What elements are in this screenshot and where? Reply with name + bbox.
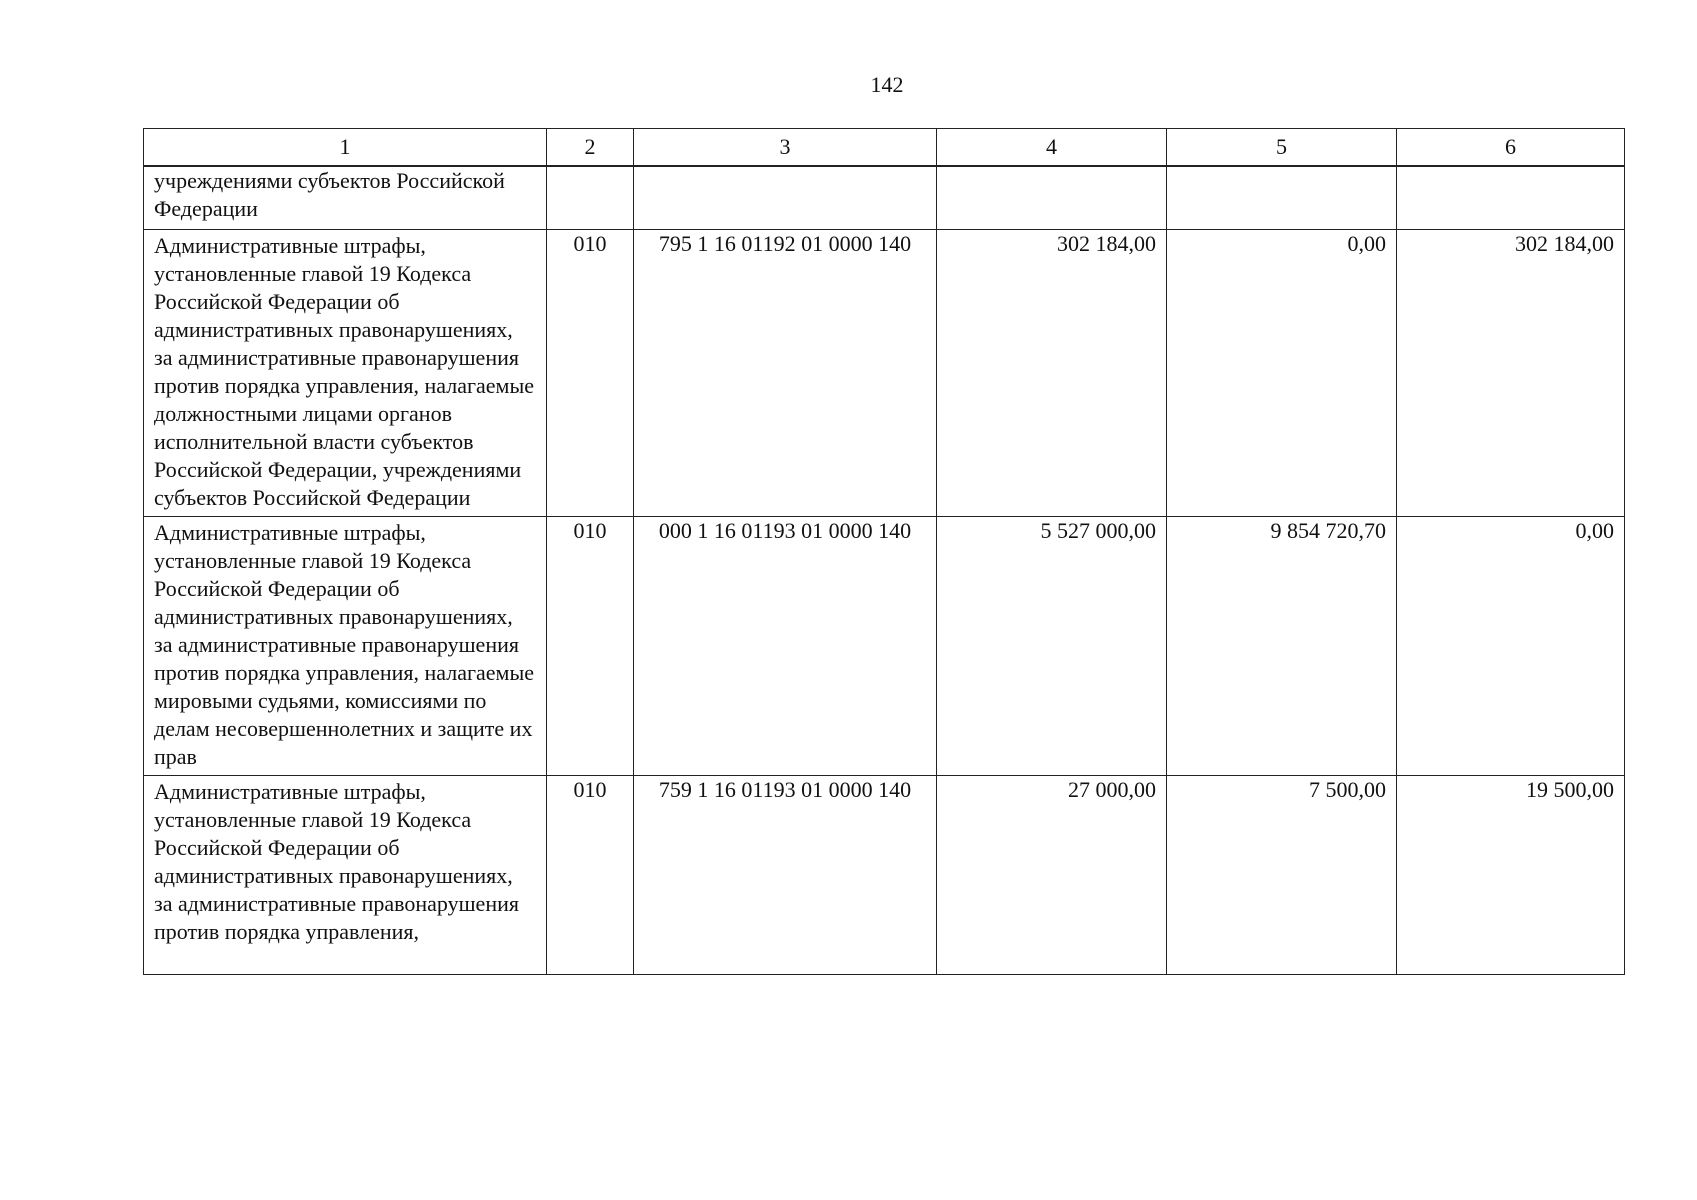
column-header-4: 4 (937, 129, 1167, 167)
row-code-cell: 759 1 16 01193 01 0000 140 (634, 776, 937, 975)
table-row (144, 230, 1625, 517)
row-col6-cell: 302 184,00 (1397, 230, 1625, 517)
row-col6-cell (1397, 166, 1625, 230)
row-col4-cell: 27 000,00 (937, 776, 1167, 975)
table-body (144, 166, 1625, 975)
column-header-1: 1 (144, 129, 547, 167)
row-name-cell: Административные штрафы, установленные главой 19 Кодекса Российской Федерации об административных правонарушениях, за административные правонарушения против порядка управления, налагаемые должностными лицами органов исполнительной власти субъектов Российской Федерации, учреждениями субъектов Российской Федерации (144, 230, 547, 517)
row-col6-cell: 0,00 (1397, 517, 1625, 776)
column-header-3: 3 (634, 129, 937, 167)
table-header (144, 129, 1625, 167)
row-col4-cell: 302 184,00 (937, 230, 1167, 517)
row-col5-cell: 7 500,00 (1167, 776, 1397, 975)
row-name-cell: Административные штрафы, установленные главой 19 Кодекса Российской Федерации об административных правонарушениях, за административные правонарушения против порядка управления, (144, 776, 547, 975)
row-line-cell (547, 166, 634, 230)
table-row (144, 776, 1625, 975)
row-line-cell: 010 (547, 517, 634, 776)
budget-table (143, 128, 1625, 975)
row-code-cell (634, 166, 937, 230)
page-number: 142 (870, 72, 904, 97)
row-code-cell: 000 1 16 01193 01 0000 140 (634, 517, 937, 776)
row-col5-cell: 0,00 (1167, 230, 1397, 517)
column-header-2: 2 (547, 129, 634, 167)
row-col4-cell (937, 166, 1167, 230)
table-row (144, 166, 1625, 230)
row-col4-cell: 5 527 000,00 (937, 517, 1167, 776)
row-code-cell: 795 1 16 01192 01 0000 140 (634, 230, 937, 517)
row-col6-cell: 19 500,00 (1397, 776, 1625, 975)
row-name-cell: учреждениями субъектов Российской Федерации (144, 166, 547, 230)
row-col5-cell: 9 854 720,70 (1167, 517, 1397, 776)
header-row (144, 129, 1625, 167)
row-col5-cell (1167, 166, 1397, 230)
row-line-cell: 010 (547, 776, 634, 975)
column-header-5: 5 (1167, 129, 1397, 167)
row-line-cell: 010 (547, 230, 634, 517)
column-header-6: 6 (1397, 129, 1625, 167)
row-name-cell: Административные штрафы, установленные главой 19 Кодекса Российской Федерации об административных правонарушениях, за административные правонарушения против порядка управления, налагаемые мировыми судьями, комиссиями по делам несовершеннолетних и защите их прав (144, 517, 547, 776)
table-row (144, 517, 1625, 776)
